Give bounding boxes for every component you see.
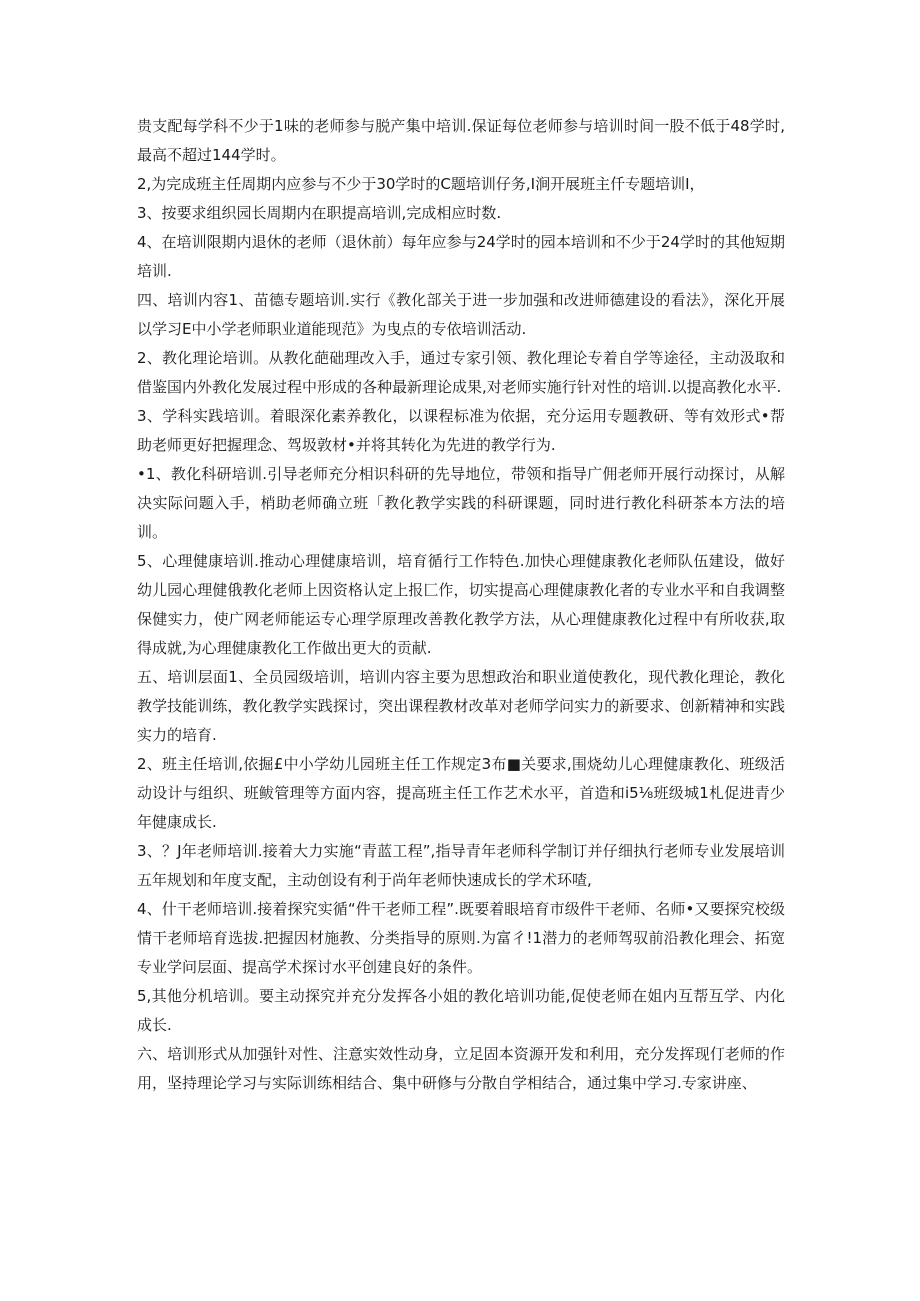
paragraph: 3、？J年老师培训.接着大力实施“青蓝工程”,指导青年老师科学制订并仔细执行老师专业发展培训五年规划和年度支配，主动创设有利于尚年老师快速成长的学术环喳, (137, 842, 785, 889)
paragraph: 四、培训内容1、苗德专题培训.实行《教化部关于进一步加强和改进师德建设的看法》，深化开展以学习E中小学老师职业道能现范》为曳点的专依培训活动. (137, 291, 785, 338)
paragraph: 4、什干老师培训.接着探究实循“件干老师工程”.既要着眼培育市级件干老师、名师•又要探究校级情干老师培育选拔.把握因材施教、分类指导的原则.为富彳!1潜力的老师驾驭前沿教化理会、拓宽专业学问层面、提高学术探讨水平创建良好的条件。 (137, 900, 785, 976)
paragraph: 4、在培训限期内退休的老师（退休前）每年应参与24学时的园本培训和不少于24学时的其他短期培训. (137, 233, 785, 280)
paragraph: 2、班主任培训,依掘£中小学幼儿园班主任工作规定3布■关要求,围烧幼儿心理健康教化、班级活动设计与组织、班鲅管理等方面内容，提高班主任工作艺术水平，首造和i5⅛班级城1札促进青少年健康成长. (137, 755, 785, 831)
paragraph: 5、心理健康培训.推动心理健康培训，培育循行工作特色.加快心理健康教化老师队伍建设，做好幼儿园心理健俄教化老师上因资格认定上报匚作，切实提高心理健康教化者的专业水平和自我调整保健实力，使广网老师能运专心理学原理改善教化教学方法，从心理健康教化过程中有所收获,取得成就,为心理健康教化工作做出更大的贡献. (137, 552, 785, 657)
document-body (137, 112, 785, 1098)
paragraph: 六、培训形式从加强针对性、注意实效性动身，立足固本资源开发和利用，充分发挥现仃老师的作用，坚持理论学习与实际训练相结合、集中研修与分散自学相结合，通过集中学习.专家讲座、 (137, 1045, 785, 1092)
paragraph: 2、教化理论培训。从教化葩础理改入手，通过专家引领、教化理论专着自学等途径，主动汲取和借鉴国内外教化发展过程中形成的各种最新理论成果,对老师实施行针对性的培训.以提高教化水平. (137, 349, 785, 396)
paragraph: 3、按要求组织园长周期内在职提高培训,完成相应时数. (137, 204, 502, 222)
paragraph: 2,为完成班主任周期内应参与不少于30学时的C题培训仔务,I涧开展班主仟专题培训I， (137, 175, 705, 193)
paragraph: 贵支配每学科不少于1味的老师参与脱产集中培训.保证每位老师参与培训时间一股不低于48学时,最高不超过144学时。 (137, 117, 785, 164)
paragraph: •1、教化科研培训.引导老师充分相识科研的先导地位，带领和指导广佣老师开展行动探讨，从解决实际问题入手，梢助老师确立班「教化教学实践的科研课题，同时进行教化科研茶本方法的培训。 (137, 465, 785, 541)
paragraph: 5,其他分机培训。要主动探究并充分发挥各小姐的教化培训功能,促使老师在姐内互帮互学、内化成长. (137, 987, 785, 1034)
paragraph: 3、学科实践培训。着眼深化素养教化，以课程标准为依据，充分运用专题教研、等有效形式•帮助老师更好把握理念、驾圾敦材•并将其转化为先进的教学行为. (137, 407, 785, 454)
paragraph: 五、培训层面1、全员园级培训，培训内容主要为思想政治和职业道使教化，现代教化理论，教化教学技能训练，教化教学实践探讨，突出课程教材改革对老师学问实力的新要求、创新精神和实践实力的培育. (137, 668, 785, 744)
